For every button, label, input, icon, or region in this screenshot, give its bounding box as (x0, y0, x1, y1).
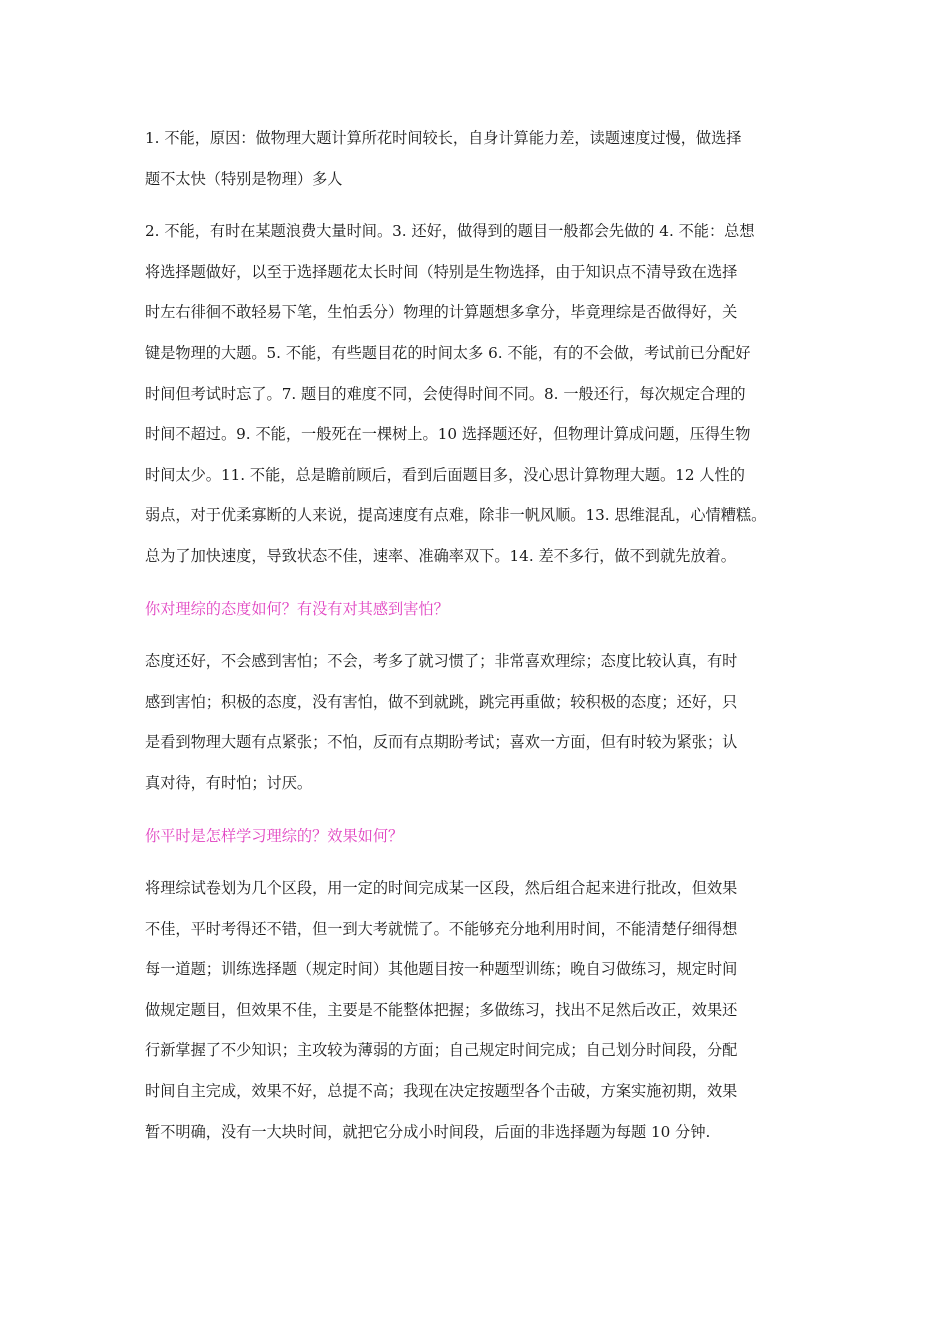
text-line: 题不太快（特别是物理）多人 (145, 169, 343, 188)
text-line: 是看到物理大题有点紧张；不怕，反而有点期盼考试；喜欢一方面，但有时较为紧张；认 (145, 733, 738, 752)
paragraph-1 (145, 118, 813, 199)
text-line: 2. 不能，有时在某题浪费大量时间。3. 还好，做得到的题目一般都会先做的 4. 不能：总想 (145, 222, 755, 241)
text-line: 时间自主完成，效果不好，总提不高；我现在决定按题型各个击破，方案实施初期，效果 (145, 1082, 738, 1101)
paragraph-2 (145, 211, 813, 576)
question-heading-study-method: 你平时是怎样学习理综的？效果如何？ (145, 826, 404, 845)
text-line: 不佳，平时考得还不错，但一到大考就慌了。不能够充分地利用时间，不能清楚仔细得想 (145, 919, 738, 938)
text-line: 做规定题目，但效果不佳，主要是不能整体把握；多做练习，找出不足然后改正，效果还 (145, 1000, 738, 1019)
paragraph-4 (145, 868, 813, 1152)
paragraph-3 (145, 641, 813, 803)
text-line: 将理综试卷划为几个区段，用一定的时间完成某一区段，然后组合起来进行批改，但效果 (145, 879, 738, 898)
text-line: 行新掌握了不少知识；主攻较为薄弱的方面；自己规定时间完成；自己划分时间段，分配 (145, 1041, 738, 1060)
text-line: 时间太少。11. 不能，总是瞻前顾后，看到后面题目多，没心思计算物理大题。12 人性的 (145, 465, 745, 484)
text-line: 暂不明确，没有一大块时间，就把它分成小时间段，后面的非选择题为每题 10 分钟. (145, 1122, 711, 1141)
text-line: 1. 不能，原因：做物理大题计算所花时间较长，自身计算能力差，读题速度过慢，做选择 (145, 129, 742, 147)
text-line: 时间不超过。9. 不能，一般死在一棵树上。10 选择题还好，但物理计算成问题，压得生物 (145, 425, 751, 444)
text-line: 键是物理的大题。5. 不能，有些题目花的时间太多 6. 不能，有的不会做，考试前已分配好 (145, 343, 751, 362)
text-line: 总为了加快速度，导致状态不佳，速率、准确率双下。14. 差不多行，做不到就先放着。 (145, 546, 736, 565)
text-line: 时间但考试时忘了。7. 题目的难度不同，会使得时间不同。8. 一般还行，每次规定合理的 (145, 384, 746, 403)
text-line: 感到害怕；积极的态度，没有害怕，做不到就跳，跳完再重做；较积极的态度；还好，只 (145, 692, 738, 711)
text-line: 时左右徘徊不敢轻易下笔，生怕丢分）物理的计算题想多拿分，毕竟理综是否做得好，关 (145, 303, 738, 322)
text-line: 每一道题；训练选择题（规定时间）其他题目按一种题型训练；晚自习做练习，规定时间 (145, 960, 738, 979)
text-line: 弱点，对于优柔寡断的人来说，提高速度有点难，除非一帆风顺。13. 思维混乱，心情糟糕。 (145, 506, 767, 525)
text-line: 真对待，有时怕；讨厌。 (145, 773, 313, 792)
question-heading-attitude: 你对理综的态度如何？有没有对其感到害怕？ (145, 599, 449, 618)
document-page (145, 118, 813, 1152)
text-line: 态度还好，不会感到害怕；不会，考多了就习惯了；非常喜欢理综；态度比较认真，有时 (145, 652, 738, 671)
text-line: 将选择题做好，以至于选择题花太长时间（特别是生物选择，由于知识点不清导致在选择 (145, 262, 738, 281)
